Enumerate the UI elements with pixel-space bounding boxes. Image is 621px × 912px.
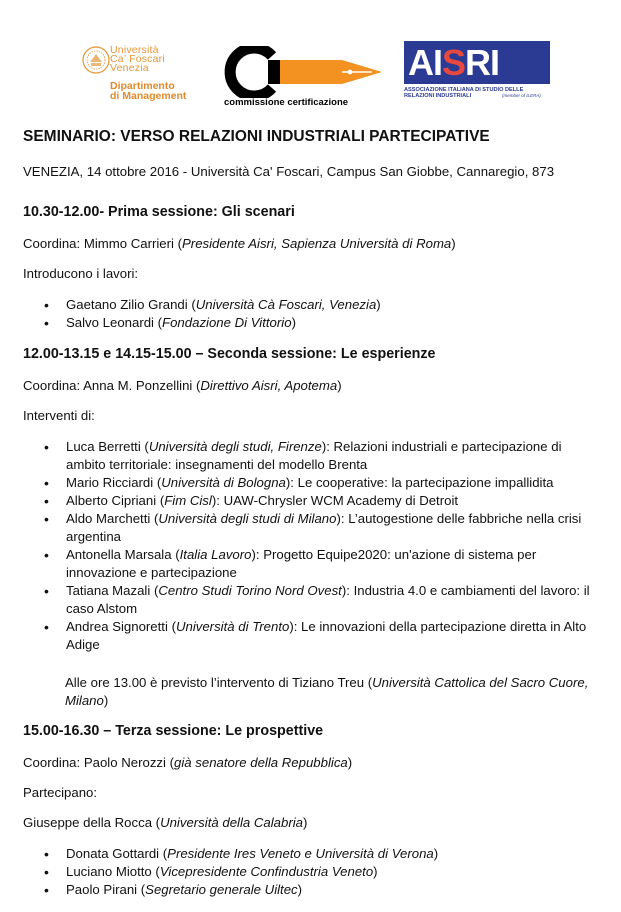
list-item: • Salvo Leonardi (Fondazione Di Vittorio) [44, 314, 604, 332]
session-1-coordinator: Coordina: Mimmo Carrieri (Presidente Aisri, Sapienza Università di Roma) [23, 236, 456, 251]
session-1-heading: 10.30-12.00- Prima sessione: Gli scenari [23, 204, 295, 220]
list-item: • Luciano Miotto (Vicepresidente Confindustria Veneto) [44, 863, 604, 881]
list-item: • Luca Berretti (Università degli studi, Firenze): Relazioni industriali e partecipazione di ambito territoriale: insegnamenti del modello Brenta [44, 438, 604, 474]
session-2-note: Alle ore 13.00 è previsto l’intervento di Tiziano Treu (Università Cattolica del Sacro Cuore, Milano) [65, 675, 589, 708]
session-3-intro: Partecipano: [23, 785, 98, 800]
aisri-subtitle: ASSOCIAZIONE ITALIANA DI STUDIO DELLE RELAZIONI INDUSTRIALI [404, 87, 524, 99]
list-item: • Andrea Signoretti (Università di Trento): Le innovazioni della partecipazione diretta in Alto Adige [44, 618, 604, 654]
list-item: • Antonella Marsala (Italia Lavoro): Progetto Equipe2020: un'azione di sistema per innovazione e partecipazione [44, 546, 604, 582]
session-2-heading: 12.00-13.15 e 14.15-15.00 – Seconda sessione: Le esperienze [23, 346, 436, 362]
list-item: • Mario Ricciardi (Università di Bologna): Le cooperative: la partecipazione impallidita [44, 474, 604, 492]
session-2-coordinator: Coordina: Anna M. Ponzellini (Direttivo Aisri, Apotema) [23, 378, 342, 393]
session-1-intro: Introducono i lavori: [23, 266, 139, 281]
list-item: • Paolo Pirani (Segretario generale Uiltec) [44, 881, 604, 899]
page-title: SEMINARIO: VERSO RELAZIONI INDUSTRIALI PARTECIPATIVE [23, 128, 490, 145]
session-3-heading: 15.00-16.30 – Terza sessione: Le prospettive [23, 723, 324, 739]
unive-department: Dipartimento di Management [110, 80, 187, 102]
location-line: VENEZIA, 14 ottobre 2016 - Università Ca' Foscari, Campus San Giobbe, Cannaregio, 873 [23, 164, 555, 179]
aisri-wordmark: AISRI [408, 42, 500, 83]
session-3-participant: Giuseppe della Rocca (Università della Calabria) [23, 815, 308, 830]
aisri-logo [404, 41, 552, 107]
session-2-list [44, 438, 604, 654]
aisri-logo-box [404, 41, 550, 84]
session-3-coordinator: Coordina: Paolo Nerozzi (già senatore della Repubblica) [23, 755, 353, 770]
list-item: • Gaetano Zilio Grandi (Università Cà Foscari, Venezia) [44, 296, 604, 314]
session-1-list [44, 296, 604, 332]
unive-logo [78, 44, 208, 110]
list-item: • Tatiana Mazali (Centro Studi Torino Nord Ovest): Industria 4.0 e cambiamenti del lavoro: il caso Alstom [44, 582, 604, 618]
list-item: • Aldo Marchetti (Università degli studi di Milano): L’autogestione delle fabbriche nella crisi argentina [44, 510, 604, 546]
session-2-intro: Interventi di: [23, 408, 95, 423]
list-item: • Alberto Cipriani (Fim Cisl): UAW-Chrysler WCM Academy di Detroit [44, 492, 604, 510]
list-item: • Donata Gottardi (Presidente Ires Veneto e Università di Verona) [44, 845, 604, 863]
unive-name: Università Ca’ Foscari Venezia [110, 44, 165, 74]
commissione-certificazione-logo [222, 46, 387, 112]
cc-caption: commissione certificazione [224, 97, 349, 108]
aisri-member: (member of ILERA) [502, 93, 541, 98]
cc-logo-icon [222, 46, 387, 98]
session-3-list [44, 845, 604, 899]
